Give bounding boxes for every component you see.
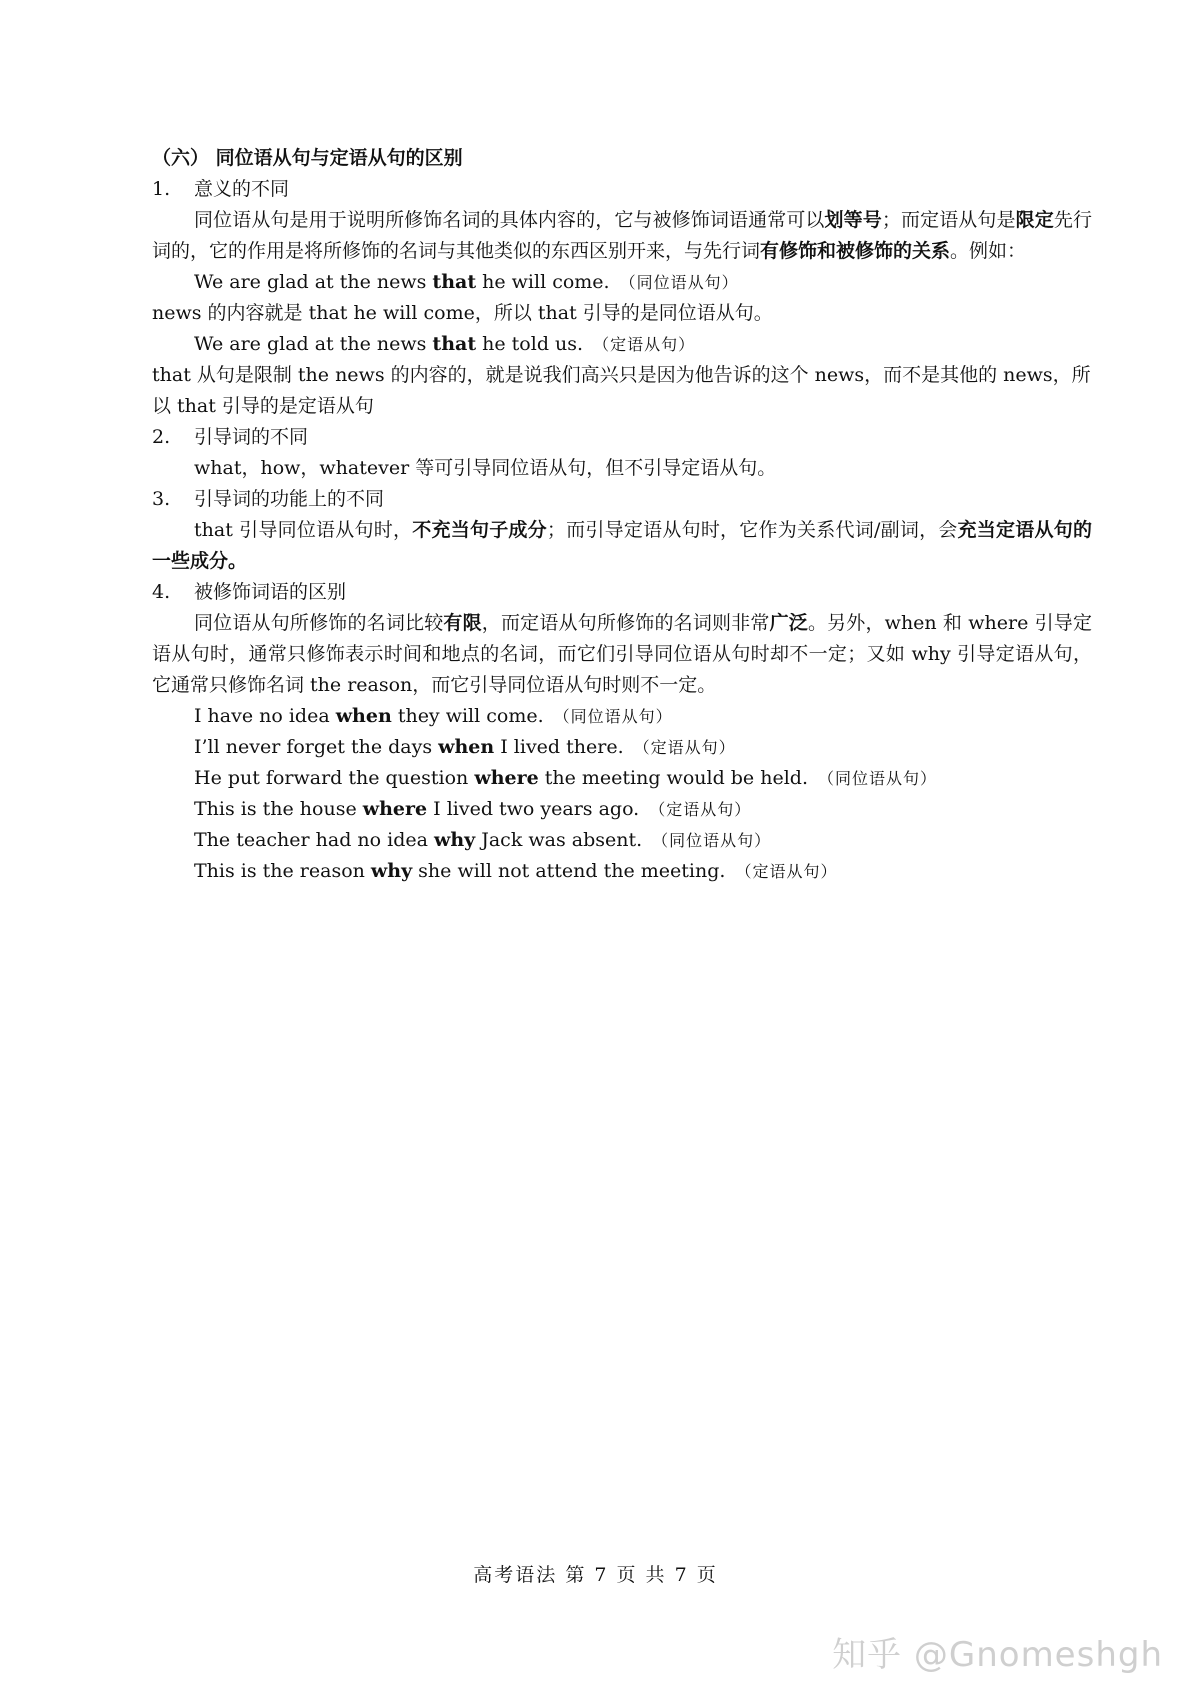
- example-5: He put forward the question where the meeting would be held. （同位语从句）: [194, 767, 937, 789]
- page-content: [152, 143, 1092, 887]
- point-3-title: 3. 引导词的功能上的不同: [152, 488, 385, 510]
- point-4-title: 4. 被修饰词语的区别: [152, 581, 347, 603]
- point-4-paragraph: 同位语从句所修饰的名词比较有限，而定语从句所修饰的名词则非常广泛。另外，when 和 where 引导定语从句时，通常只修饰表示时间和地点的名词，而它们引导同位语从句时却不一定；又如 why 引导定语从句，它通常只修饰名词 the reason，而它引导同位语从句时则不一定。: [152, 612, 1092, 696]
- section-heading: （六） 同位语从句与定语从句的区别: [152, 147, 463, 169]
- watermark: 知乎 @Gnomeshgh: [832, 1635, 1163, 1675]
- example-2: We are glad at the news that he told us. （定语从句）: [194, 333, 696, 355]
- example-4: I’ll never forget the days when I lived there. （定语从句）: [194, 736, 736, 758]
- point-2-text: what，how，whatever 等可引导同位语从句，但不引导定语从句。: [194, 457, 777, 479]
- example-3: I have no idea when they will come. （同位语从句）: [194, 705, 673, 727]
- example-7: The teacher had no idea why Jack was absent. （同位语从句）: [194, 829, 772, 851]
- example-8: This is the reason why she will not attend the meeting. （定语从句）: [194, 860, 838, 882]
- example-1-explanation: news 的内容就是 that he will come，所以 that 引导的是同位语从句。: [152, 302, 773, 324]
- point-2-title: 2. 引导词的不同: [152, 426, 309, 448]
- example-2-explanation: that 从句是限制 the news 的内容的，就是说我们高兴只是因为他告诉的这个 news，而不是其他的 news，所以 that 引导的是定语从句: [152, 364, 1091, 417]
- page-footer: 高考语法 第 7 页 共 7 页: [473, 1564, 718, 1586]
- point-1-title: 1. 意义的不同: [152, 178, 290, 200]
- point-3-paragraph: that 引导同位语从句时，不充当句子成分；而引导定语从句时，它作为关系代词/副词，会充当定语从句的一些成分。: [152, 519, 1092, 572]
- example-6: This is the house where I lived two years ago. （定语从句）: [194, 798, 752, 820]
- point-1-paragraph: 同位语从句是用于说明所修饰名词的具体内容的，它与被修饰词语通常可以划等号；而定语从句是限定先行词的，它的作用是将所修饰的名词与其他类似的东西区别开来，与先行词有修饰和被修饰的关系。例如：: [152, 209, 1092, 262]
- example-1: We are glad at the news that he will come. （同位语从句）: [194, 271, 739, 293]
